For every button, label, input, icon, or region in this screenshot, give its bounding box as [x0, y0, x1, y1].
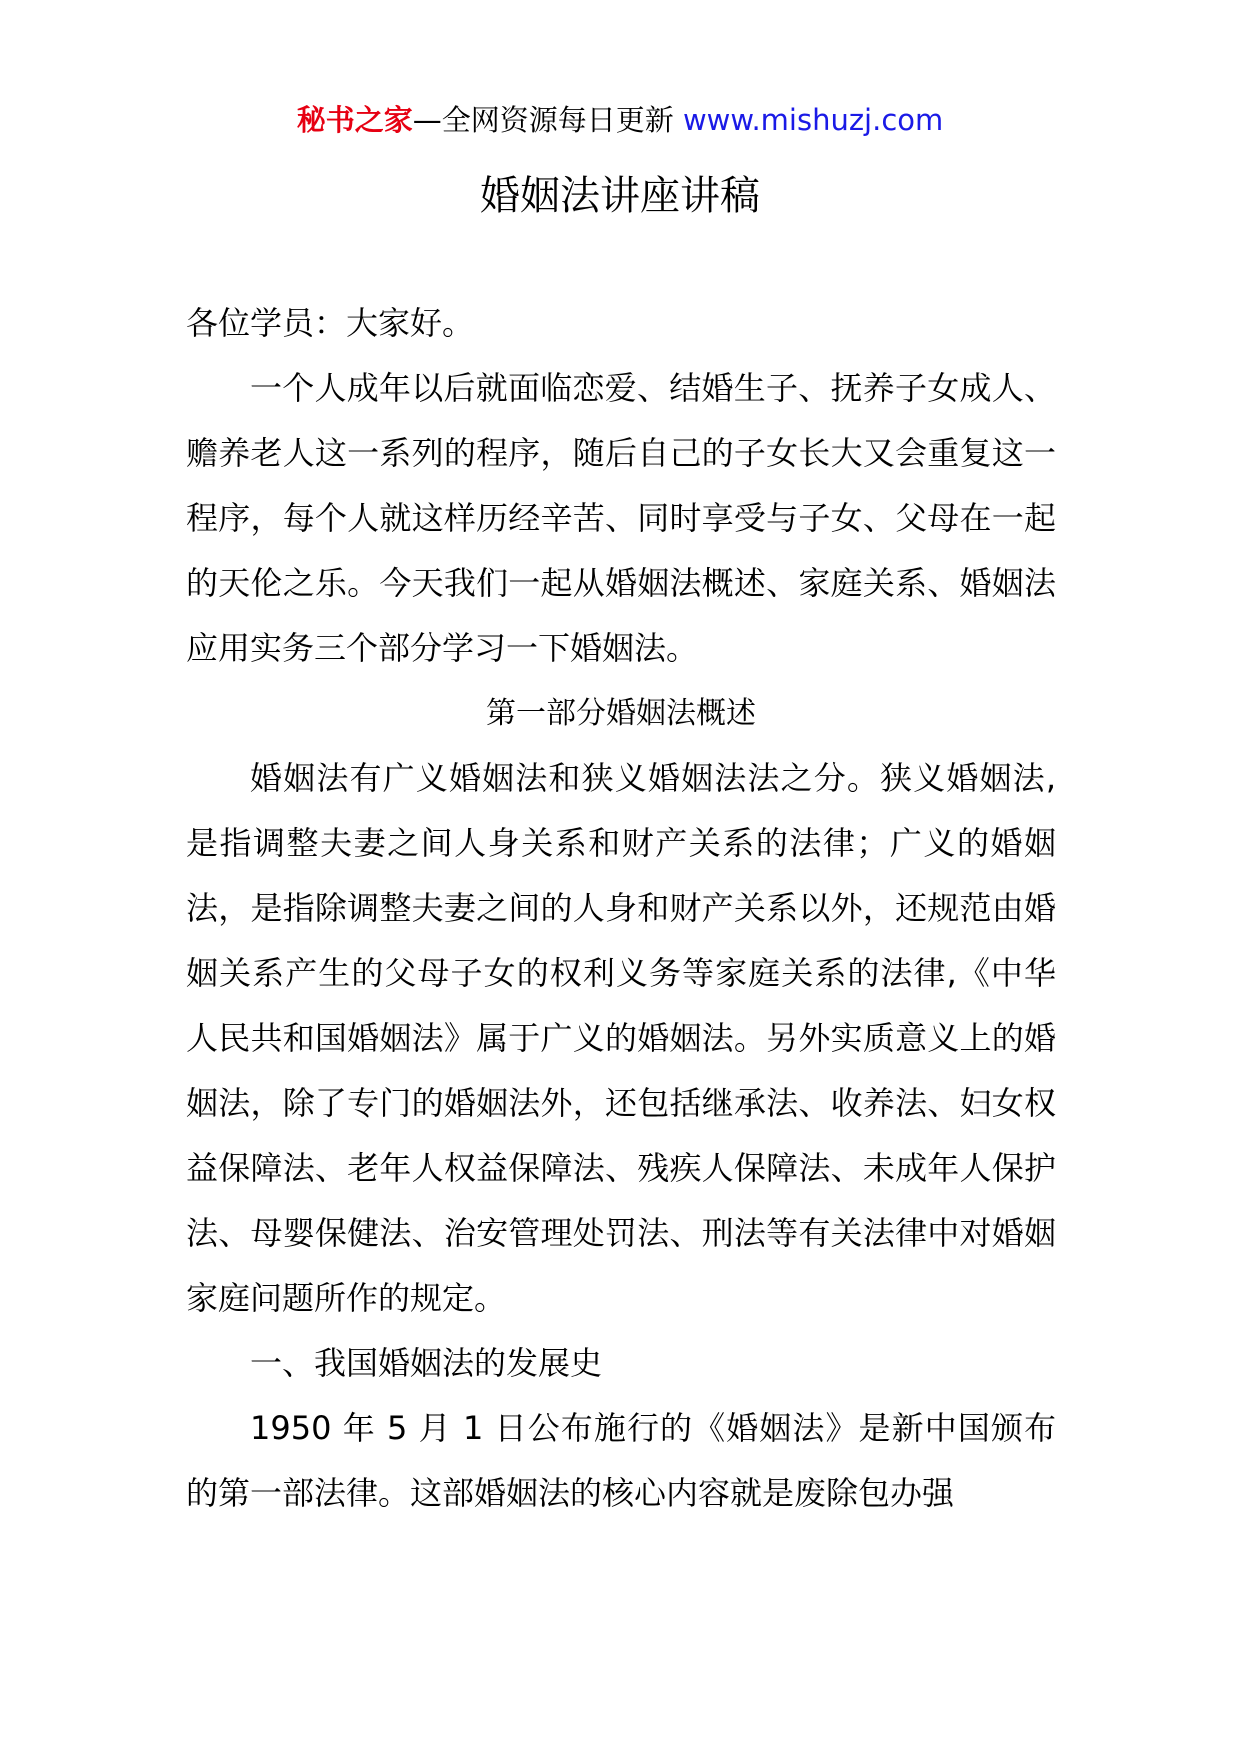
subsection-heading: 一、我国婚姻法的发展史 — [250, 1344, 603, 1382]
history-paragraph: 1950 年 5 月 1 日公布施行的《婚姻法》是新中国颁布的第一部法律。这部婚姻法的核心内容就是废除包办强 — [186, 1409, 1056, 1512]
greeting-paragraph: 各位学员：大家好。 — [186, 304, 475, 342]
site-tagline: —全网资源每日更新 — [412, 103, 683, 137]
section-paragraph: 婚姻法有广义婚姻法和狭义婚姻法法之分。狭义婚姻法,是指调整夫妻之间人身关系和财产关系的法律；广义的婚姻法，是指除调整夫妻之间的人身和财产关系以外，还规范由婚姻关系产生的父母子女的权利义务等家庭关系的法律,《中华人民共和国婚姻法》属于广义的婚姻法。另外实质意义上的婚姻法，除了专门的婚姻法外，还包括继承法、收养法、妇女权益保障法、老年人权益保障法、残疾人保障法、未成年人保护法、母婴保健法、治安管理处罚法、刑法等有关法律中对婚姻家庭问题所作的规定。 — [186, 759, 1056, 1317]
document-body — [186, 291, 1056, 1526]
site-brand: 秘书之家 — [296, 103, 413, 137]
section-heading: 第一部分婚姻法概述 — [486, 696, 756, 731]
document-title: 婚姻法讲座讲稿 — [480, 173, 760, 219]
site-url-link[interactable]: www.mishuzj.com — [682, 103, 944, 137]
site-header — [0, 100, 1240, 140]
intro-paragraph: 一个人成年以后就面临恋爱、结婚生子、抚养子女成人、赡养老人这一系列的程序，随后自己的子女长大又会重复这一程序，每个人就这样历经辛苦、同时享受与子女、父母在一起的天伦之乐。今天我们一起从婚姻法概述、家庭关系、婚姻法应用实务三个部分学习一下婚姻法。 — [186, 369, 1056, 667]
